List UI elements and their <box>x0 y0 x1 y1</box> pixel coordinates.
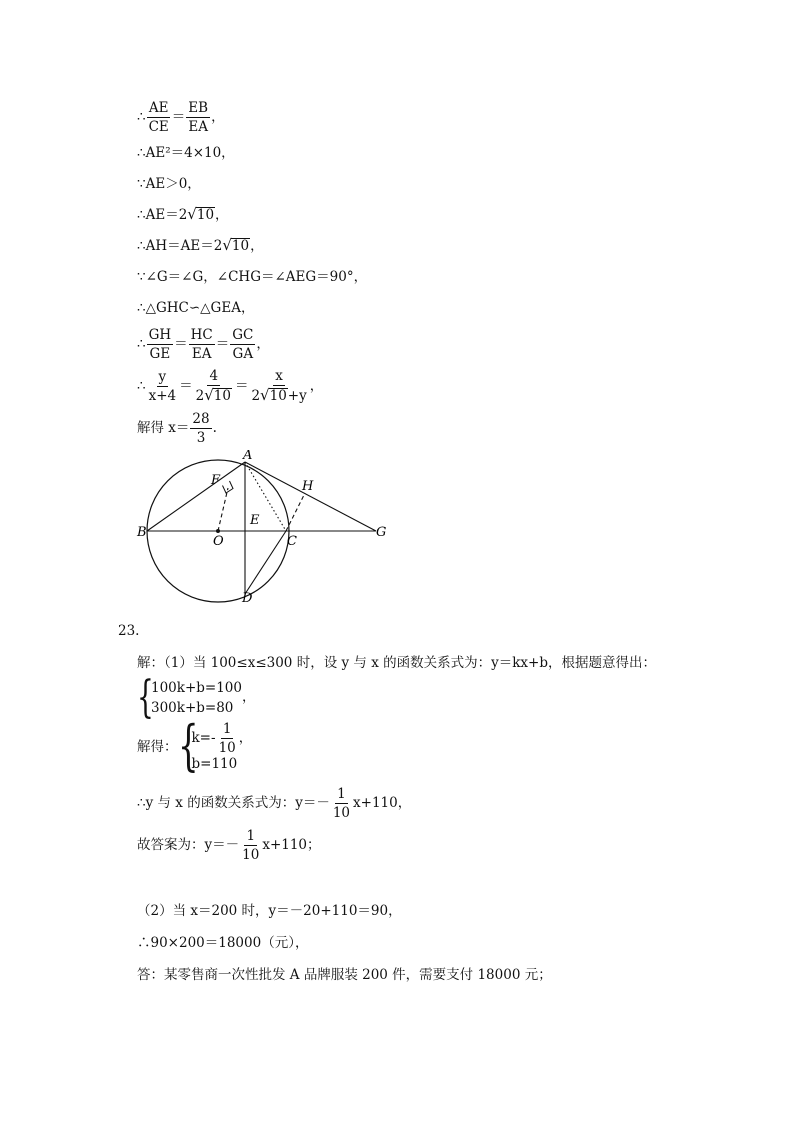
question-number: 23. <box>118 623 140 639</box>
label-a: A <box>243 450 253 463</box>
line-ratio-similar: ∴ $\frac{GH}{GE}$ ＝ $\frac{HC}{EA}$ ＝ $\frac{GC}{GA}$ ， <box>137 327 270 363</box>
line-angles: ∵∠G＝∠G，∠CHG＝∠AEG＝90°， <box>137 269 368 285</box>
sqrt: √ 10 <box>204 386 231 405</box>
fraction: $\frac{HC}{EA}$ <box>190 327 213 363</box>
fraction: $\frac{28}{3}$ <box>192 411 210 447</box>
fraction: $\frac{1}{10}$ <box>332 786 351 822</box>
fraction: $\frac{1}{10}$ <box>218 721 236 757</box>
fraction: $\frac{y}{x+4}$ <box>148 368 177 404</box>
q23-part2-line1: （2）当 x＝200 时，y＝－20+110＝90， <box>137 903 402 919</box>
fraction: $\frac{GH}{GE}$ <box>148 327 172 363</box>
line-similar: ∴△GHC∽△GEA， <box>137 300 255 316</box>
line-ba <box>147 462 245 531</box>
line-of-dashed <box>218 488 228 531</box>
fraction: $\frac{1}{10}$ <box>242 828 260 864</box>
fraction: $\frac{GC}{GA}$ <box>232 327 254 363</box>
line-ratio-values: ∴ $\frac{y}{x+4}$ ＝ 4 2 √ 10 ＝ x 2 √ 10 +y ， <box>137 368 324 405</box>
label-c: C <box>287 534 297 549</box>
sqrt: √ 10 <box>260 386 287 405</box>
fraction: 4 2 √ 10 <box>195 368 231 405</box>
sqrt: √ 10 <box>187 205 215 223</box>
line-ae-squared: ∴AE²＝4×10， <box>137 145 235 161</box>
label-o: O <box>213 534 224 549</box>
label-h: H <box>302 479 314 494</box>
equation-system-solved: 解得： { k=- $\frac{1}{10}$ ， b=110 <box>137 714 253 777</box>
label-g: G <box>376 525 387 540</box>
equation-system-1: { 100k+b=100 300k+b=80 ， <box>137 672 256 723</box>
function-relation: ∴y 与 x 的函数关系式为：y＝－ $\frac{1}{10}$ x+110， <box>137 786 412 822</box>
q23-part2-line2: ∴90×200＝18000（元）， <box>137 935 309 951</box>
right-angle-mark <box>223 481 234 493</box>
label-e: E <box>250 513 260 528</box>
label-d: D <box>242 591 253 606</box>
fraction: $\frac{EB}{EA}$ <box>188 100 209 136</box>
line-solution-x: 解得 x＝ $\frac{28}{3}$ . <box>137 411 217 447</box>
sqrt: √ 10 <box>222 236 250 254</box>
line-ag <box>245 462 376 531</box>
answer-part1: 故答案为：y＝－ $\frac{1}{10}$ x+110； <box>137 828 321 864</box>
fraction: $\frac{AE}{CE}$ <box>148 100 169 136</box>
line-ae-positive: ∵AE＞0， <box>137 176 201 192</box>
line-ae-value: ∴AE＝2 √ 10 ， <box>137 205 229 223</box>
label-b: B <box>137 525 147 540</box>
line-ah-value: ∴AH＝AE＝2 √ 10 ， <box>137 236 264 254</box>
geometry-figure <box>130 450 400 610</box>
line-ratio-ae: ∴ $\frac{AE}{CE}$ ＝ $\frac{EB}{EA}$ ， <box>137 100 225 136</box>
label-f: F <box>211 473 221 488</box>
q23-part2-answer: 答：某零售商一次性批发 A 品牌服装 200 件，需要支付 18000 元； <box>137 967 552 983</box>
fraction: x 2 √ 10 +y <box>251 368 307 405</box>
q23-part1-intro: 解：（1）当 100≤x≤300 时，设 y 与 x 的函数关系式为：y＝kx+b，根据题意得出： <box>137 655 656 671</box>
point-o <box>216 529 220 533</box>
